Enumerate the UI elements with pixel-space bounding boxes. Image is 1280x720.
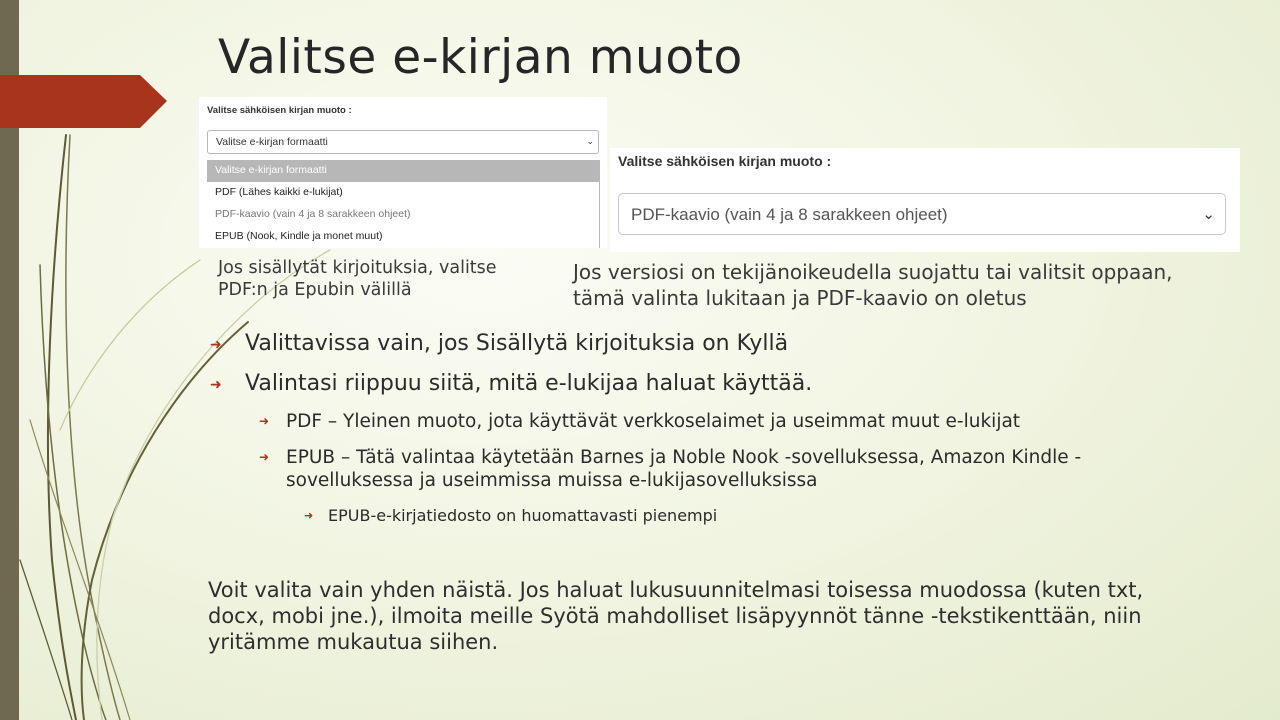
sub-bullet-text: EPUB – Tätä valintaa käytetään Barnes ja Noble Nook -sovelluksessa, Amazon Kindle -sovelluksessa ja useimmissa muissa e-lukijasovelluksissa [286, 447, 1082, 491]
format-options-list [207, 160, 599, 248]
option-placeholder[interactable]: Valitse e-kirjan formaatti [207, 160, 599, 182]
sub-sub-bullet-item [208, 505, 1188, 527]
format-label: Valitse sähköisen kirjan muoto : [207, 105, 352, 116]
screenshot-locked-select [610, 148, 1240, 252]
sub-bullet-text: PDF – Yleinen muoto, jota käyttävät verkkoselaimet ja useimmat muut e-lukijat [286, 411, 1021, 432]
bullet-arrow-icon: ➜ [259, 450, 270, 464]
bullet-text: Valintasi riippuu siitä, mitä e-lukijaa haluat käyttää. [245, 371, 813, 396]
dropdown-border [599, 160, 600, 248]
format-select-locked[interactable] [618, 193, 1226, 235]
bullet-item [208, 370, 1188, 398]
sub-bullet-item [208, 410, 1188, 433]
bullet-item [208, 330, 1188, 358]
format-select-locked-value: PDF-kaavio (vain 4 ja 8 sarakkeen ohjeet) [631, 205, 948, 224]
option-pdf-pattern[interactable]: PDF-kaavio (vain 4 ja 8 sarakkeen ohjeet) [215, 208, 411, 220]
caption-right: Jos versiosi on tekijänoikeudella suojattu tai valitsit oppaan, tämä valinta lukitaan ja PDF-kaavio on oletus [573, 260, 1173, 310]
bullet-arrow-icon: ➜ [304, 509, 314, 522]
bullet-arrow-icon: ➜ [210, 377, 222, 393]
option-pdf[interactable]: PDF (Lähes kaikki e-lukijat) [215, 186, 343, 198]
title-arrow-marker [0, 75, 170, 129]
chevron-down-icon: ⌄ [586, 136, 594, 146]
format-select-value: Valitse e-kirjan formaatti [216, 136, 328, 148]
screenshot-dropdown-open [199, 97, 607, 248]
bullet-arrow-icon: ➜ [210, 337, 222, 353]
sub-bullet-item [208, 446, 1188, 492]
closing-paragraph: Voit valita vain yhden näistä. Jos haluat lukusuunnitelmasi toisessa muodossa (kuten txt, docx, mobi jne.), ilmoita meille Syötä mahdolliset lisäpyynnöt tänne -tekstikenttään, niin yritämme mukautua siihen. [208, 578, 1144, 654]
sub-sub-bullet-text: EPUB-e-kirjatiedosto on huomattavasti pienempi [328, 506, 718, 525]
caption-left: Jos sisällytät kirjoituksia, valitse PDF:n ja Epubin välillä [218, 258, 497, 300]
chevron-down-icon: ⌄ [1202, 206, 1215, 223]
format-label-large: Valitse sähköisen kirjan muoto : [618, 153, 832, 169]
bullet-list [208, 330, 1188, 527]
bullet-text: Valittavissa vain, jos Sisällytä kirjoituksia on Kyllä [245, 331, 789, 356]
bullet-arrow-icon: ➜ [259, 414, 270, 428]
slide-title: Valitse e-kirjan muoto [218, 30, 743, 85]
format-select[interactable] [207, 130, 599, 154]
option-epub[interactable]: EPUB (Nook, Kindle ja monet muut) [215, 230, 383, 242]
